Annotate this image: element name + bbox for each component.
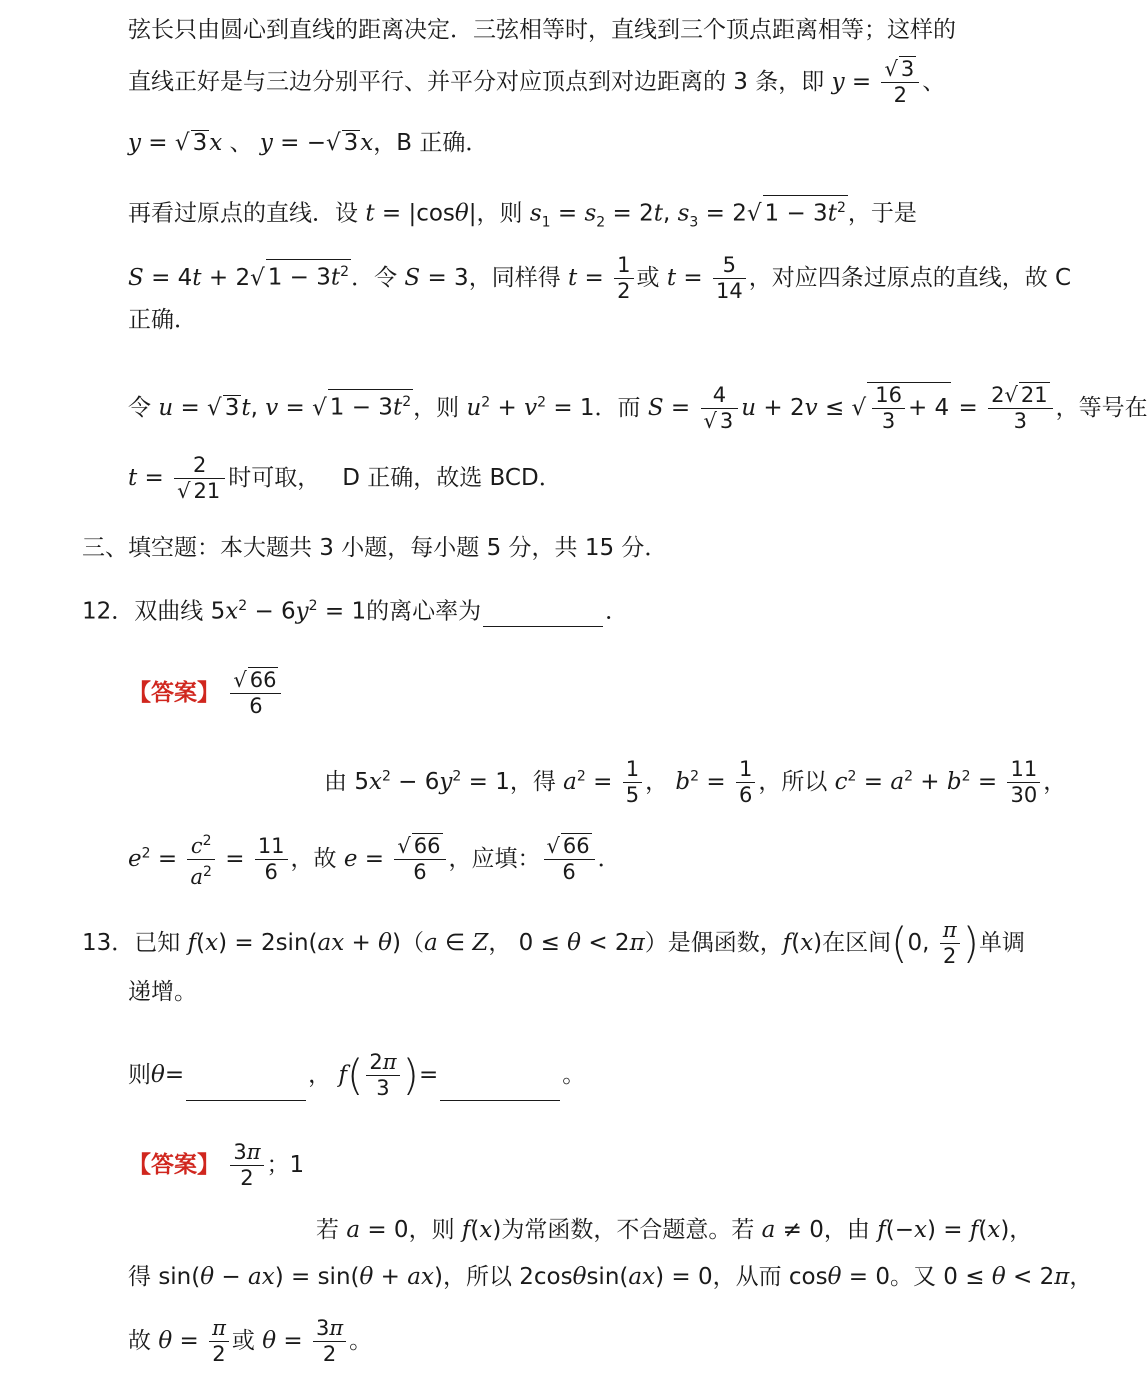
text: 时可取， bbox=[228, 465, 321, 491]
q12-answer bbox=[128, 668, 284, 719]
fraction-2-sqrt21: $\frac{2}{√ 21}$ bbox=[174, 453, 225, 504]
text: （ bbox=[400, 930, 424, 956]
q12-solution-line1: 由 $5x^2 - 6y^2 = 1$，得 $a^2$ = $\frac{1}{5}$ ， $b^2$ = $\frac{1}{6}$ ，所以 $c^2 = a^2 + b^2$ = $\frac{11}{30}$ ， bbox=[324, 757, 1067, 807]
para2-line2: S = 4t + 2√ $1 - 3t^2$．令 S = 3，同样得 t = $\frac{1}{2}$ 或 t = $\frac{5}{14}$ ，对应四条过原点的直线，故 C bbox=[128, 253, 1072, 303]
text: = bbox=[418, 1062, 439, 1088]
text: 或 bbox=[231, 1328, 263, 1354]
answer-blank[interactable] bbox=[483, 600, 603, 627]
text: 直线正好是与三边分别平行、并平分对应顶点到对边距离的 3 条，即 bbox=[128, 69, 832, 95]
text: ，于是 bbox=[847, 200, 917, 227]
para3-line2: t = $\frac{2}{√ 21}$ 时可取， D 正确，故选 BCD． bbox=[128, 453, 562, 503]
para3-line1: 令 u = √ 3t, v = √ $1 - 3t^2$，则 $u^2 + v^2 = 1$．而 S = $\frac{4}{√ 3}$ u + 2v ≤ √ $\frac{16}{3}$ + 4 = $\frac{2√ 21}{3}$ ，等号在 bbox=[128, 383, 1148, 433]
text: 则 bbox=[128, 1062, 151, 1088]
text: ，则 bbox=[408, 1217, 462, 1243]
fraction-5-14: $\frac{5}{14}$ bbox=[713, 253, 746, 304]
text: D 正确，故选 BCD． bbox=[342, 465, 562, 491]
text: ，应填： bbox=[448, 846, 541, 872]
text: 若 bbox=[316, 1217, 347, 1243]
text: ，等号在 bbox=[1055, 395, 1148, 421]
section-title: 三、填空题：本大题共 3 小题，每小题 5 分，共 15 分． bbox=[82, 535, 668, 561]
text: ．而 bbox=[594, 395, 648, 421]
q12-stem: 12．双曲线 $5x^2 - 6y^2 = 1$的离心率为 ． bbox=[82, 598, 629, 625]
answer-tag: 【答案】 bbox=[128, 1152, 220, 1178]
q13-solution-line3: 故 θ = $\frac{\pi}{2}$ 或 θ = $\frac{3\pi}{2}$ 。 bbox=[128, 1316, 373, 1366]
q13-solution-line2: 得 sin(θ − ax) = sin(θ + ax)，所以 2cosθsin(ax) = 0，从而 cosθ = 0。又 0 ≤ θ < 2π， bbox=[128, 1264, 1093, 1290]
text: ， bbox=[308, 1062, 332, 1088]
fraction-sqrt66-6: $\frac{√ 66}{6}$ bbox=[230, 668, 281, 719]
text: ）是偶函数， bbox=[644, 930, 783, 956]
text: ，B 正确． bbox=[373, 130, 489, 156]
text: ，故 bbox=[290, 846, 344, 872]
text: 令 bbox=[128, 395, 159, 421]
text: 再看过原点的直线．设 bbox=[128, 200, 366, 227]
text: ；1 bbox=[266, 1152, 305, 1178]
theta-answer-blank[interactable] bbox=[186, 1074, 306, 1101]
text: 正确． bbox=[128, 307, 197, 333]
text: ． bbox=[597, 846, 621, 872]
fraction-4-sqrt3: $\frac{4}{√ 3}$ bbox=[701, 383, 739, 434]
para1-line1 bbox=[128, 15, 956, 45]
text: ，对应四条过原点的直线，故 C bbox=[748, 265, 1072, 291]
text: ，得 bbox=[509, 769, 564, 795]
q13-ask: 则θ= ， f( $\frac{2\pi}{3}$ )= 。 bbox=[128, 1050, 586, 1100]
fraction-3pi-2: $\frac{3\pi}{2}$ bbox=[230, 1140, 263, 1191]
q13-answer bbox=[128, 1140, 304, 1191]
para2-line3 bbox=[128, 305, 197, 335]
fraction-1-2: $\frac{1}{2}$ bbox=[614, 253, 633, 304]
math-expr: y bbox=[128, 130, 141, 156]
text: ．令 bbox=[351, 265, 405, 291]
text: 。 bbox=[349, 1328, 373, 1354]
answer-tag: 【答案】 bbox=[128, 680, 220, 706]
text: ，所以 bbox=[442, 1264, 520, 1290]
text: 已知 bbox=[134, 930, 188, 956]
text: ，同样得 bbox=[468, 265, 568, 291]
fraction-sqrt3-over-2: $\frac{√ 3}{2}$ bbox=[881, 57, 919, 108]
para2-line1: 再看过原点的直线．设 t = |cosθ|，则 $s_1 = s_2 = 2t$, $s_3 = 2√$ $1 - 3t^2$，于是 bbox=[128, 195, 917, 237]
q13-stem-line2 bbox=[128, 977, 197, 1007]
text: 、 bbox=[922, 69, 946, 95]
text: 由 bbox=[324, 769, 355, 795]
text: 得 bbox=[128, 1264, 159, 1290]
text: 双曲线 bbox=[134, 598, 211, 625]
q12-solution-line2: $e^2$ = $\frac{c^2}{a^2}$ = $\frac{11}{6}$ ，故 e = $\frac{√ 66}{6}$ ，应填： $\frac{√ 66}{6}$ ． bbox=[128, 829, 621, 890]
question-number: 13． bbox=[82, 930, 135, 956]
text: 的离心率为 bbox=[366, 598, 482, 625]
math-y-eq: y bbox=[831, 69, 845, 95]
text: 为常函数，不合题意。若 bbox=[501, 1217, 762, 1243]
text: ，则 bbox=[476, 200, 530, 227]
text: = bbox=[164, 1062, 185, 1088]
para1-line2: 直线正好是与三边分别平行、并平分对应顶点到对边距离的 3 条，即 y = $\frac{√ 3}{2}$ 、 bbox=[128, 57, 946, 107]
para1-line3: y = √ 3x 、 y = −√ 3x，B 正确． bbox=[128, 130, 489, 156]
text: 故 bbox=[128, 1328, 159, 1354]
text: 。又 bbox=[889, 1264, 944, 1290]
f-value-answer-blank[interactable] bbox=[440, 1074, 560, 1101]
q13-solution-line1: 若 a = 0，则 f(x)为常函数，不合题意。若 a ≠ 0，由 f(−x) = f(x)， bbox=[316, 1217, 1033, 1243]
question-number: 12． bbox=[82, 598, 135, 625]
text: 或 bbox=[636, 265, 667, 291]
text: ，所以 bbox=[758, 769, 835, 795]
text: 。 bbox=[562, 1062, 586, 1088]
section-heading bbox=[82, 533, 667, 563]
text: 在区间 bbox=[822, 930, 892, 956]
text: ，由 bbox=[823, 1217, 878, 1243]
fraction-2sqrt21-3: $\frac{2√ 21}{3}$ bbox=[988, 383, 1052, 434]
text: ，则 bbox=[413, 395, 467, 421]
text: 递增。 bbox=[128, 979, 197, 1005]
text: 弦长只由圆心到直线的距离决定．三弦相等时，直线到三个顶点距离相等；这样的 bbox=[128, 17, 956, 43]
text: ，从而 bbox=[712, 1264, 789, 1290]
text: 单调 bbox=[979, 930, 1026, 956]
q13-stem: 13．已知 f(x) = 2sin(ax + θ)（a ∈ Z， 0 ≤ θ < 2π）是偶函数，f(x)在区间(0, $\frac{\pi}{2}$ )单调 bbox=[82, 918, 1026, 968]
